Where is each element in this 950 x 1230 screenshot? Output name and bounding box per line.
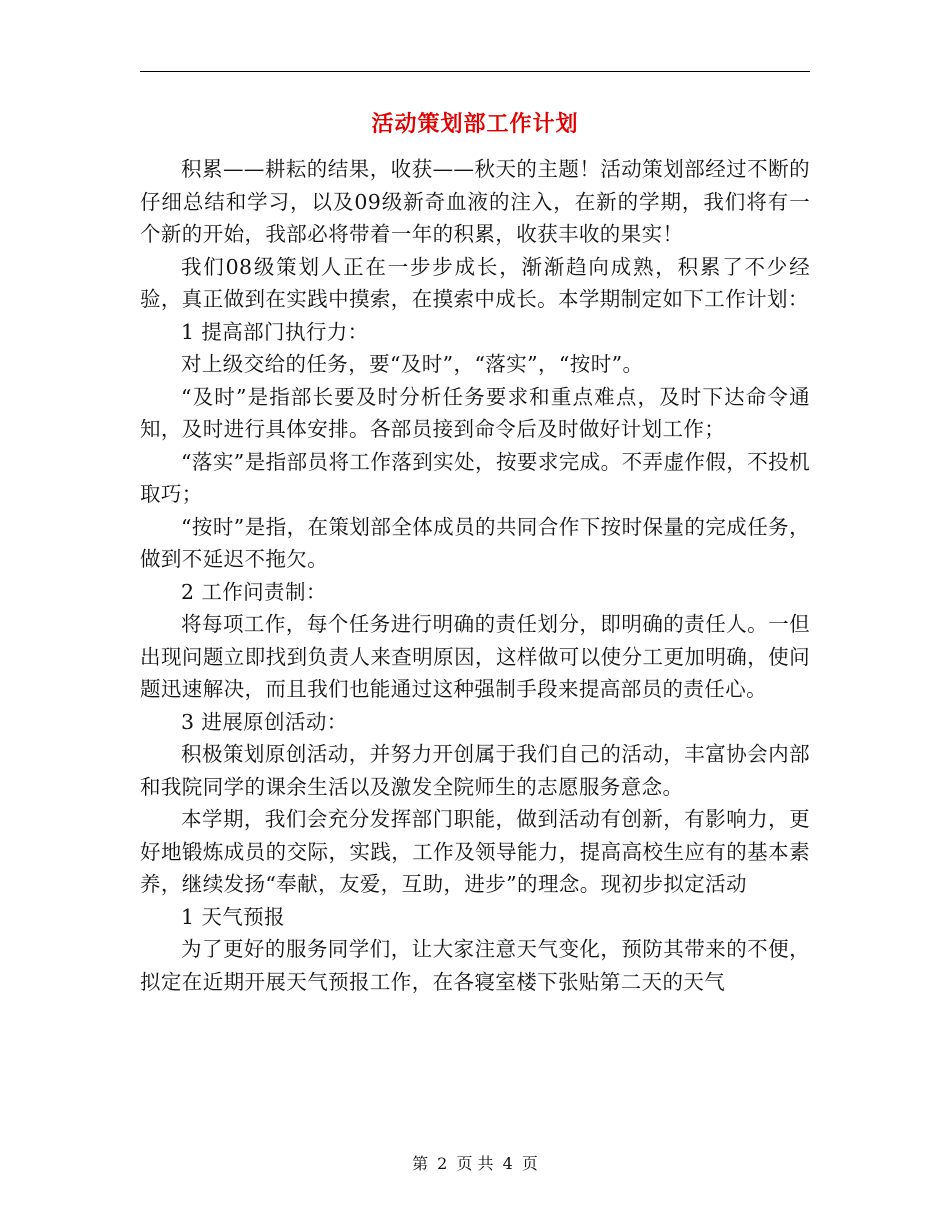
document-title: 活动策划部工作计划 (371, 111, 579, 137)
section-heading-accountability: 2 工作问责制： (181, 579, 327, 604)
section-heading-execution: 1 提高部门执行力： (181, 319, 369, 344)
section-heading-weather: 1 天气预报 (181, 904, 285, 929)
paragraph-growth: 我们08级策划人正在一步步成长，渐渐趋向成熟，积累了不少经验，真正做到在实践中摸索，在摸索中成长。本学期制定如下工作计划： (140, 254, 810, 311)
page-footer (140, 1152, 810, 1176)
section-heading-original-activities: 3 进展原创活动： (181, 709, 348, 734)
paragraph-intro: 积累——耕耘的结果，收获——秋天的主题！活动策划部经过不断的仔细总结和学习，以及09级新奇血液的注入，在新的学期，我们将有一个新的开始，我部必将带着一年的积累，收获丰收的果实！ (140, 157, 810, 246)
paragraph-weather: 为了更好的服务同学们，让大家注意天气变化，预防其带来的不便，拟定在近期开展天气预报工作，在各寝室楼下张贴第二天的天气 (140, 937, 810, 994)
page-label-suffix: 页 (521, 1154, 538, 1173)
page-label-prefix: 第 (412, 1154, 429, 1173)
page-label-mid: 页 共 (456, 1154, 494, 1173)
paragraph-accountability: 将每项工作，每个任务进行明确的责任划分，即明确的责任人。一但出现问题立即找到负责人来查明原因，这样做可以使分工更加明确，使问题迅速解决，而且我们也能通过这种强制手段来提高部员的责任心。 (140, 612, 810, 701)
paragraph-timely: “及时”是指部长要及时分析任务要求和重点难点，及时下达命令通知，及时进行具体安排。各部员接到命令后及时做好计划工作； (140, 384, 810, 441)
document-body (140, 153, 810, 998)
paragraph-tasks: 对上级交给的任务，要“及时”，“落实”，“按时”。 (181, 352, 644, 376)
header-rule (140, 71, 810, 72)
paragraph-semester-plan: 本学期，我们会充分发挥部门职能，做到活动有创新，有影响力，更好地锻炼成员的交际，实践，工作及领导能力，提高高校生应有的基本素养，继续发扬“奉献，友爱，互助，进步”的理念。现初步拟定活动 (140, 807, 810, 896)
total-pages-number: 4 (502, 1154, 513, 1173)
current-page-number: 2 (437, 1154, 448, 1173)
paragraph-original-activities: 积极策划原创活动，并努力开创属于我们自己的活动，丰富协会内部和我院同学的课余生活以及激发全院师生的志愿服务意念。 (140, 742, 810, 799)
paragraph-on-time: “按时”是指，在策划部全体成员的共同合作下按时保量的完成任务，做到不延迟不拖欠。 (140, 514, 810, 571)
paragraph-implement: “落实”是指部员将工作落到实处，按要求完成。不弄虚作假，不投机取巧； (140, 449, 810, 506)
